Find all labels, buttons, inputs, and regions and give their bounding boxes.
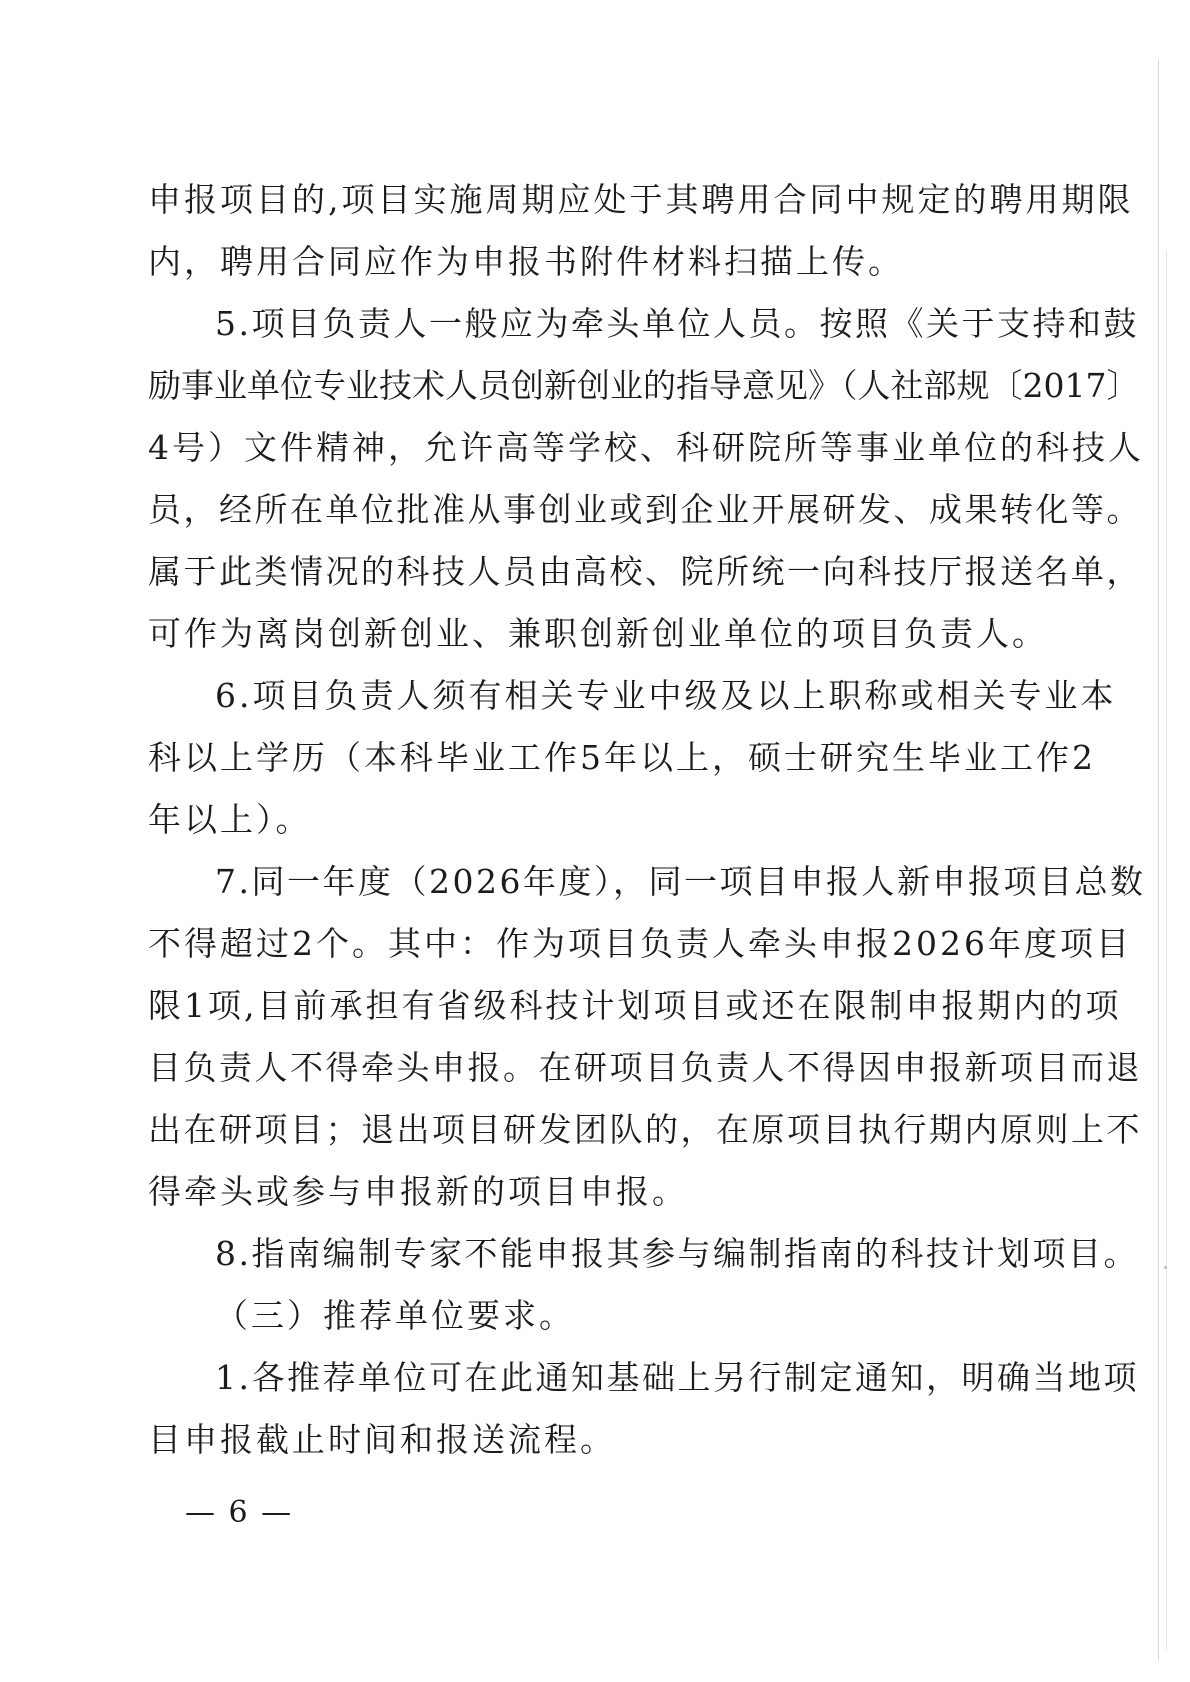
body-line: 申报项目的,项目实施周期应处于其聘用合同中规定的聘用期限 bbox=[148, 180, 1134, 219]
scan-edge-line bbox=[1166, 250, 1167, 1650]
body-line: 6.项目负责人须有相关专业中级及以上职称或相关专业本 bbox=[215, 676, 1117, 715]
body-line: 5.项目负责人一般应为牵头单位人员。按照《关于支持和鼓 bbox=[215, 304, 1139, 343]
section-heading: （三）推荐单位要求。 bbox=[215, 1296, 575, 1335]
body-line: 7.同一年度（2026年度），同一项目申报人新申报项目总数 bbox=[215, 862, 1146, 901]
body-line: 科以上学历（本科毕业工作5年以上，硕士研究生毕业工作2 bbox=[148, 738, 1096, 777]
page-number: — 6 — bbox=[185, 1495, 294, 1530]
body-line: 出在研项目；退出项目研发团队的，在原项目执行期内原则上不 bbox=[148, 1110, 1142, 1149]
body-line: 4号）文件精神，允许高等学校、科研院所等事业单位的科技人 bbox=[148, 428, 1144, 467]
body-line: 员，经所在单位批准从事创业或到企业开展研发、成果转化等。 bbox=[148, 490, 1142, 529]
body-line: 不得超过2个。其中：作为项目负责人牵头申报2026年度项目 bbox=[148, 924, 1132, 963]
body-line: 8.指南编制专家不能申报其参与编制指南的科技计划项目。 bbox=[215, 1234, 1139, 1273]
body-line: 目负责人不得牵头申报。在研项目负责人不得因申报新项目而退 bbox=[148, 1048, 1142, 1087]
body-line: 属于此类情况的科技人员由高校、院所统一向科技厅报送名单， bbox=[148, 552, 1142, 591]
body-line: 励事业单位专业技术人员创新创业的指导意见》（人社部规〔2017〕 bbox=[148, 366, 1140, 405]
body-line: 年以上）。 bbox=[148, 800, 312, 839]
body-line: 可作为离岗创新创业、兼职创新创业单位的项目负责人。 bbox=[148, 614, 1048, 653]
body-line: 1.各推荐单位可在此通知基础上另行制定通知，明确当地项 bbox=[215, 1358, 1139, 1397]
body-line: 限1项,目前承担有省级科技计划项目或还在限制申报期内的项 bbox=[148, 986, 1122, 1025]
body-line: 目申报截止时间和报送流程。 bbox=[148, 1420, 616, 1459]
body-line: 内，聘用合同应作为申报书附件材料扫描上传。 bbox=[148, 242, 904, 281]
body-line: 得牵头或参与申报新的项目申报。 bbox=[148, 1172, 688, 1211]
scan-edge-line bbox=[1158, 60, 1159, 1660]
scan-speck bbox=[1164, 1266, 1167, 1269]
